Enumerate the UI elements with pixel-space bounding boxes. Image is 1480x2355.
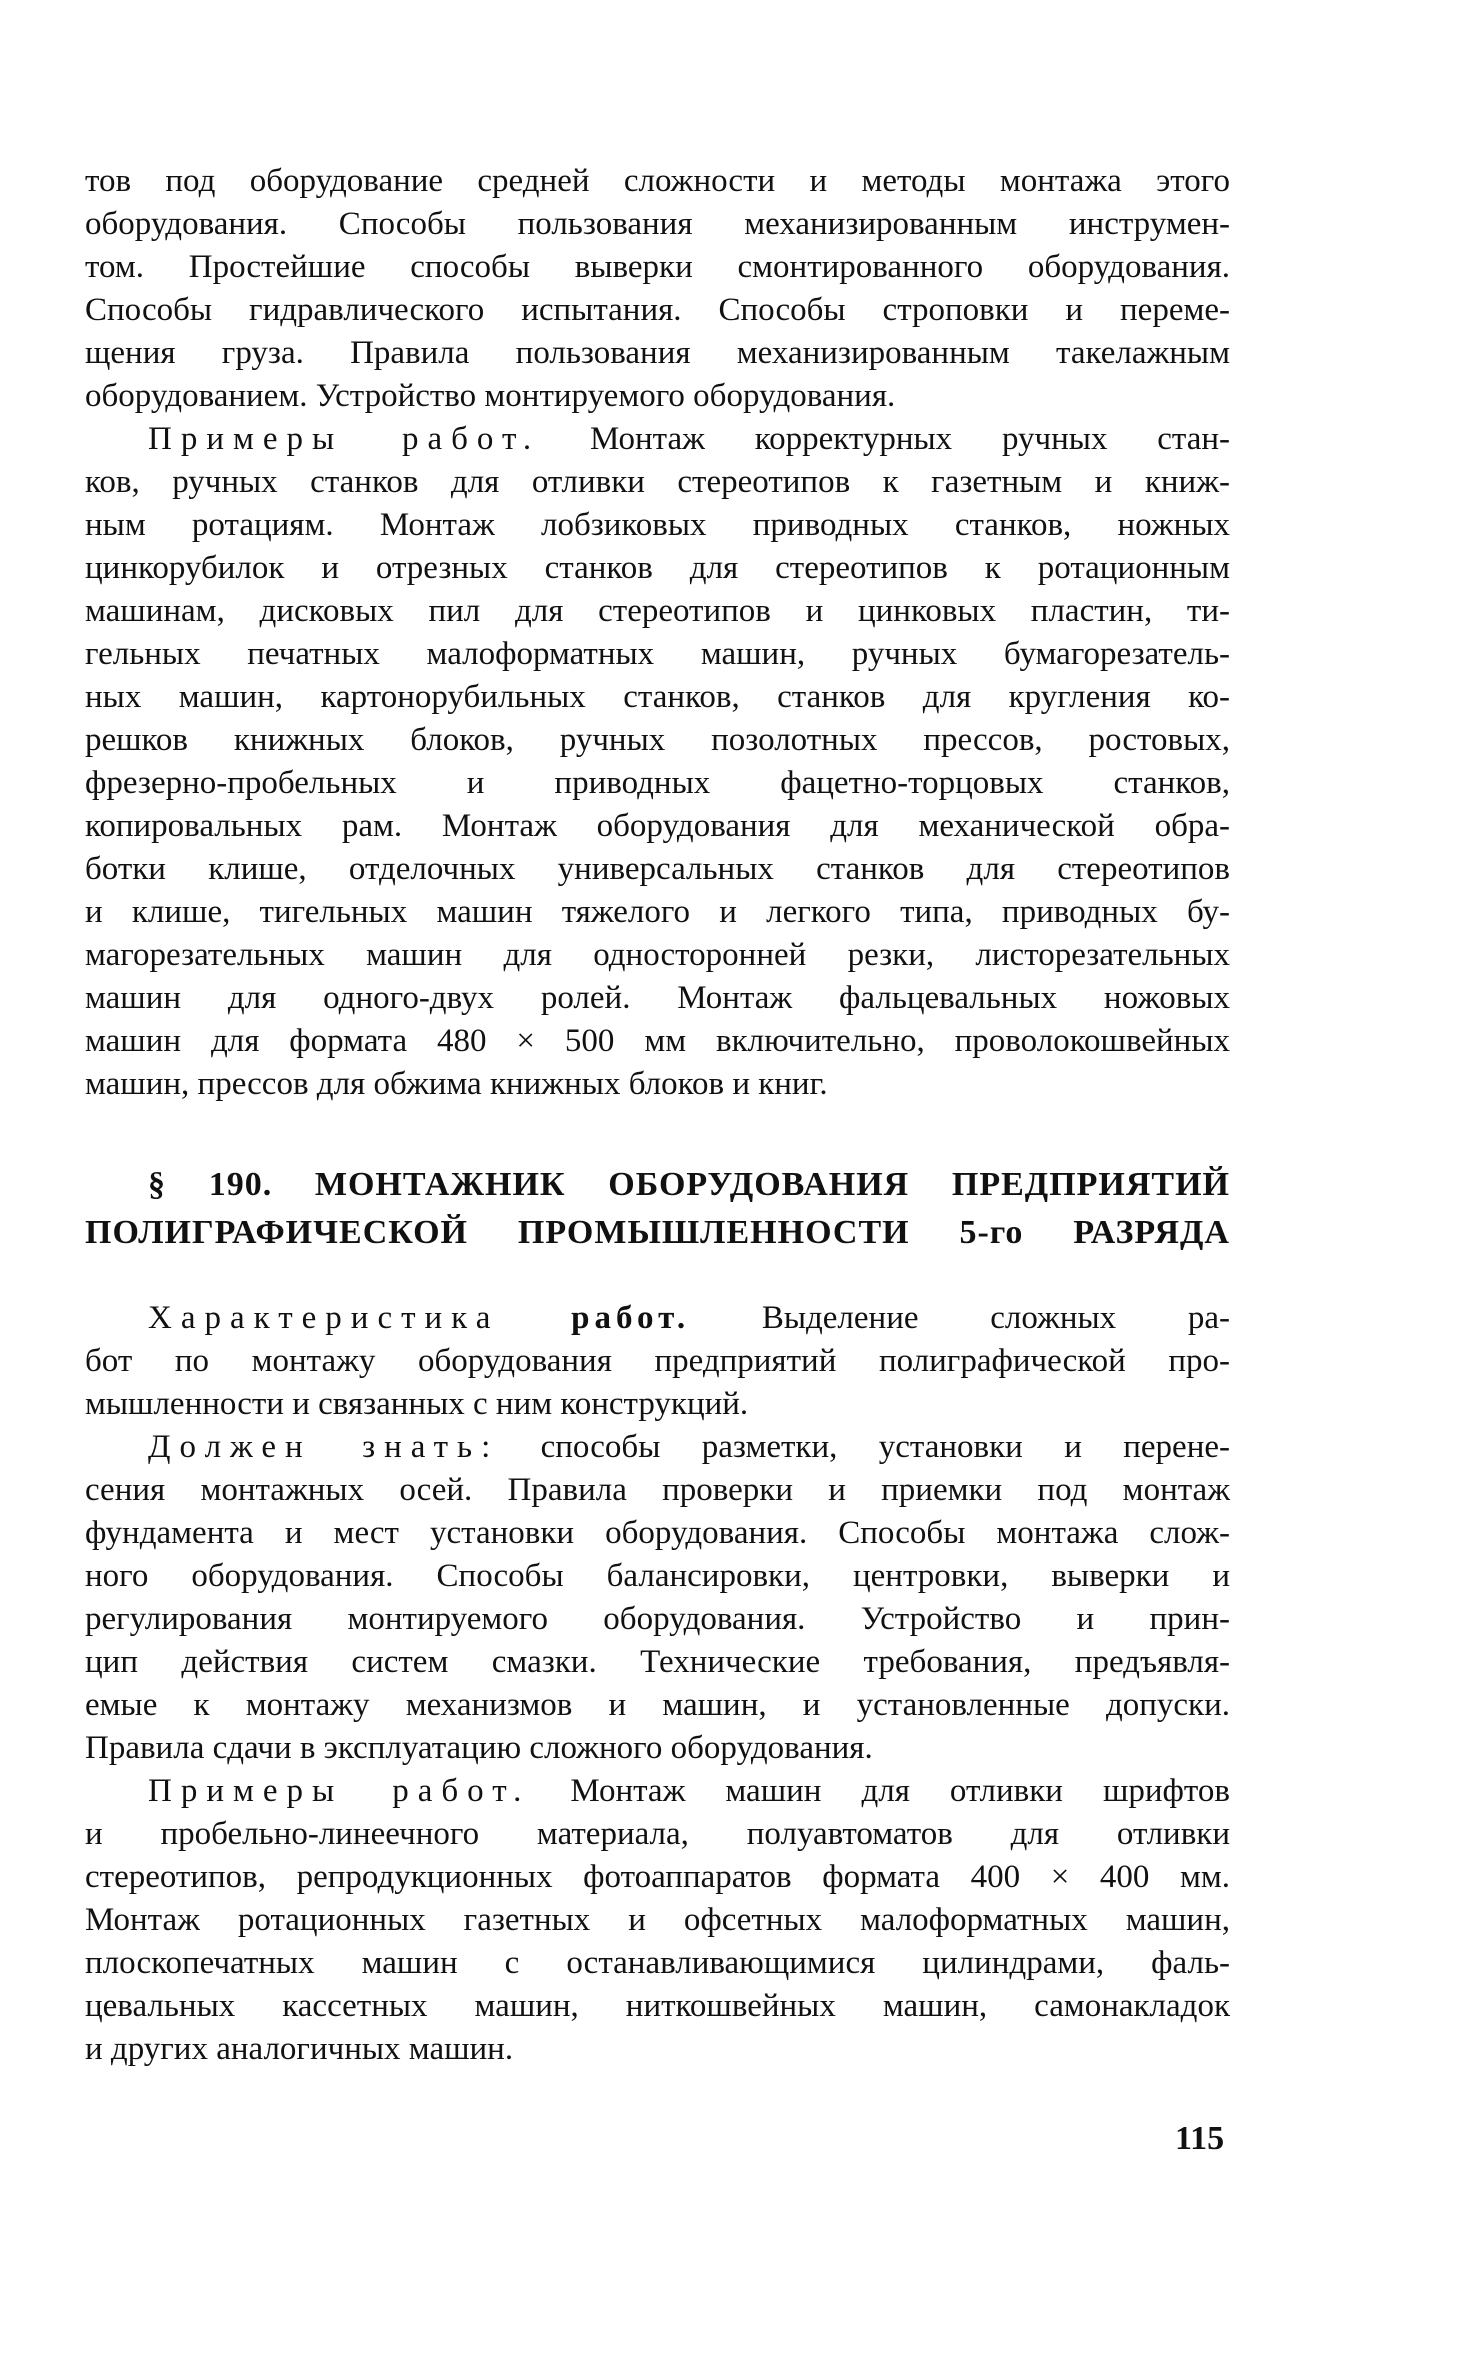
text-line: емые к монтажу механизмов и машин, и установленные допуски. bbox=[85, 1687, 1230, 1723]
section-heading bbox=[85, 1161, 1230, 1257]
text-line: фрезерно-пробельных и приводных фацетно-торцовых станков, bbox=[85, 765, 1230, 801]
text-line: копировальных рам. Монтаж оборудования для механической обра- bbox=[85, 808, 1230, 844]
characteristic-label: Характеристика bbox=[148, 1300, 500, 1336]
page-body bbox=[85, 160, 1230, 2071]
text-line: ботки клише, отделочных универсальных станков для стереотипов bbox=[85, 851, 1230, 887]
top-paragraph bbox=[85, 160, 1230, 418]
text-line: гельных печатных малоформатных машин, ручных бумагорезатель- bbox=[85, 636, 1230, 672]
text-line: том. Простейшие способы выверки смонтированного оборудования. bbox=[85, 249, 1230, 285]
text-line: оборудования. Способы пользования механизированным инструмен- bbox=[85, 206, 1230, 242]
text-line: фундамента и мест установки оборудования. Способы монтажа слож- bbox=[85, 1515, 1230, 1551]
text-line: ного оборудования. Способы балансировки, центровки, выверки и bbox=[85, 1558, 1230, 1594]
examples-label: Примеры работ. bbox=[148, 421, 541, 457]
examples-paragraph-2 bbox=[85, 1770, 1230, 2071]
characteristic-label-bold: работ. bbox=[571, 1300, 691, 1336]
text-line: ных машин, картонорубильных станков, станков для кругления ко- bbox=[85, 679, 1230, 715]
text-fragment: способы разметки, установки и перене- bbox=[540, 1429, 1230, 1465]
text-fragment: Монтаж машин для отливки шрифтов bbox=[570, 1773, 1230, 1809]
text-line: цевальных кассетных машин, ниткошвейных машин, самонакладок bbox=[85, 1988, 1230, 2024]
text-line: Монтаж ротационных газетных и офсетных малоформатных машин, bbox=[85, 1902, 1230, 1938]
text-line: Способы гидравлического испытания. Способы строповки и переме- bbox=[85, 292, 1230, 328]
text-fragment: Монтаж корректурных ручных стан- bbox=[589, 421, 1230, 457]
text-line: регулирования монтируемого оборудования. Устройство и прин- bbox=[85, 1601, 1230, 1637]
text-line: бот по монтажу оборудования предприятий полиграфической про- bbox=[85, 1343, 1230, 1379]
text-line bbox=[85, 418, 1230, 461]
must-know-label: Должен знать: bbox=[148, 1429, 500, 1465]
text-line: стереотипов, репродукционных фотоаппаратов формата 400 × 400 мм. bbox=[85, 1859, 1230, 1895]
text-line: мышленности и связанных с ним конструкций. bbox=[85, 1386, 749, 1422]
text-line: плоскопечатных машин с останавливающимися цилиндрами, фаль- bbox=[85, 1945, 1230, 1981]
page-number: 115 bbox=[1175, 2120, 1225, 2157]
text-line: ков, ручных станков для отливки стереотипов к газетным и книж- bbox=[85, 464, 1230, 500]
text-line: и клише, тигельных машин тяжелого и легкого типа, приводных бу- bbox=[85, 894, 1230, 930]
text-line: щения груза. Правила пользования механизированным такелажным bbox=[85, 335, 1230, 371]
text-line: машин для формата 480 × 500 мм включительно, проволокошвейных bbox=[85, 1023, 1230, 1059]
text-line: магорезательных машин для односторонней резки, листорезательных bbox=[85, 937, 1230, 973]
text-line: машин, прессов для обжима книжных блоков и книг. bbox=[85, 1066, 828, 1102]
section-heading-line-2: ПОЛИГРАФИЧЕСКОЙ ПРОМЫШЛЕННОСТИ 5-го РАЗРЯДА bbox=[85, 1214, 1230, 1251]
characteristic-paragraph bbox=[85, 1297, 1230, 1426]
text-line bbox=[85, 1770, 1230, 1813]
must-know-paragraph bbox=[85, 1426, 1230, 1770]
text-line: Правила сдачи в эксплуатацию сложного оборудования. bbox=[85, 1730, 873, 1766]
text-fragment: Выделение сложных ра- bbox=[761, 1300, 1231, 1336]
text-line: машин для одного-двух ролей. Монтаж фальцевальных ножовых bbox=[85, 980, 1230, 1016]
text-line: решков книжных блоков, ручных позолотных прессов, ростовых, bbox=[85, 722, 1230, 758]
text-line: цип действия систем смазки. Технические требования, предъявля- bbox=[85, 1644, 1230, 1680]
examples-paragraph-1 bbox=[85, 418, 1230, 1106]
text-line: и других аналогичных машин. bbox=[85, 2031, 514, 2067]
text-line: и пробельно-линеечного материала, полуавтоматов для отливки bbox=[85, 1816, 1230, 1852]
text-line: тов под оборудование средней сложности и методы монтажа этого bbox=[85, 163, 1230, 199]
text-line bbox=[85, 1297, 1230, 1340]
text-line: ным ротациям. Монтаж лобзиковых приводных станков, ножных bbox=[85, 507, 1230, 543]
text-line: цинкорубилок и отрезных станков для стереотипов к ротационным bbox=[85, 550, 1230, 586]
text-line bbox=[85, 1426, 1230, 1469]
section-heading-line-1: § 190. МОНТАЖНИК ОБОРУДОВАНИЯ ПРЕДПРИЯТИЙ bbox=[148, 1166, 1230, 1203]
text-line: машинам, дисковых пил для стереотипов и цинковых пластин, ти- bbox=[85, 593, 1230, 629]
text-line: оборудованием. Устройство монтируемого оборудования. bbox=[85, 378, 896, 414]
text-line: сения монтажных осей. Правила проверки и приемки под монтаж bbox=[85, 1472, 1230, 1508]
examples-label: Примеры работ. bbox=[148, 1773, 531, 1809]
